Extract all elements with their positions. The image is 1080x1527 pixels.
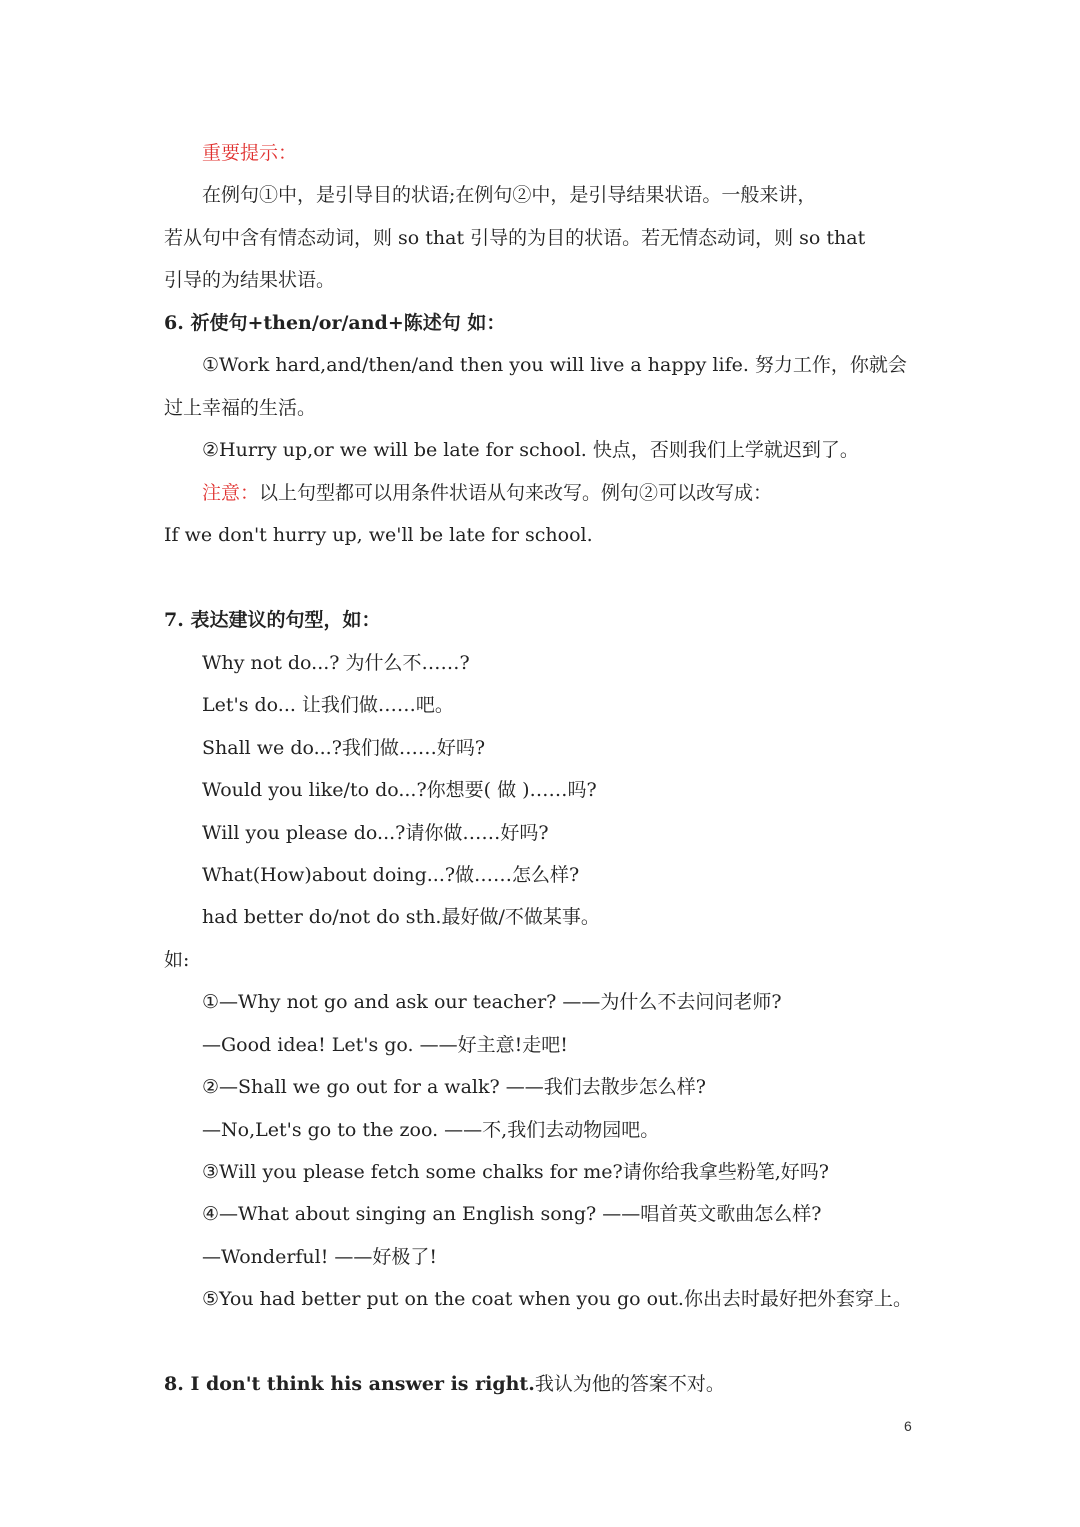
section-6-example-2: ②Hurry up,or we will be late for school. 快点，否则我们上学就迟到了。 — [202, 439, 859, 461]
note-title: 重要提示： — [202, 142, 298, 164]
attention-text: 以上句型都可以用条件状语从句来改写。例句②可以改写成： — [259, 482, 773, 504]
example-line: —No,Let's go to the zoo. ——不,我们去动物园吧。 — [202, 1119, 660, 1141]
example-line: —Good idea! Let's go. ——好主意!走吧! — [202, 1034, 568, 1056]
attention-label: 注意： — [202, 482, 260, 504]
section-6-attention — [202, 480, 772, 506]
section-6-rewrite: If we don't hurry up, we'll be late for school. — [164, 524, 593, 546]
pattern-line: Why not do...? 为什么不……? — [202, 652, 470, 674]
pattern-line: Will you please do...?请你做……好吗? — [202, 822, 549, 844]
example-line: ③Will you please fetch some chalks for me?请你给我拿些粉笔,好吗? — [202, 1161, 829, 1183]
section-8-heading — [164, 1371, 725, 1397]
example-line: ⑤You had better put on the coat when you go out.你出去时最好把外套穿上。 — [202, 1288, 912, 1310]
examples-label: 如: — [164, 949, 190, 971]
pattern-line: What(How)about doing...?做……怎么样? — [202, 864, 580, 886]
example-line: ②—Shall we go out for a walk? ——我们去散步怎么样? — [202, 1076, 706, 1098]
example-line: —Wonderful! ——好极了! — [202, 1246, 438, 1268]
pattern-line: Let's do... 让我们做……吧。 — [202, 694, 454, 716]
note-line-2: 若从句中含有情态动词，则 so that 引导的为目的状语。若无情态动词，则 so that — [164, 227, 866, 249]
section-8-heading-chinese: 我认为他的答案不对。 — [534, 1373, 725, 1395]
section-6-example-1: ①Work hard,and/then/and then you will live a happy life. 努力工作，你就会 — [202, 354, 907, 376]
pattern-line: Would you like/to do...?你想要( 做 )……吗? — [202, 779, 597, 801]
section-7-heading: 7. 表达建议的句型，如： — [164, 609, 381, 631]
note-line-3: 引导的为结果状语。 — [164, 269, 336, 291]
note-line-1: 在例句①中，是引导目的状语;在例句②中，是引导结果状语。一般来讲， — [202, 184, 817, 206]
section-8-heading-english: 8. I don't think his answer is right. — [164, 1373, 535, 1395]
example-line: ①—Why not go and ask our teacher? ——为什么不去问问老师? — [202, 991, 782, 1013]
pattern-line: had better do/not do sth.最好做/不做某事。 — [202, 906, 600, 928]
pattern-line: Shall we do...?我们做……好吗? — [202, 737, 486, 759]
example-line: ④—What about singing an English song? ——唱首英文歌曲怎么样? — [202, 1203, 822, 1225]
page-number: 6 — [904, 1418, 912, 1434]
section-6-example-1-cont: 过上幸福的生活。 — [164, 397, 317, 419]
section-6-heading: 6. 祈使句+then/or/and+陈述句 如： — [164, 312, 506, 334]
